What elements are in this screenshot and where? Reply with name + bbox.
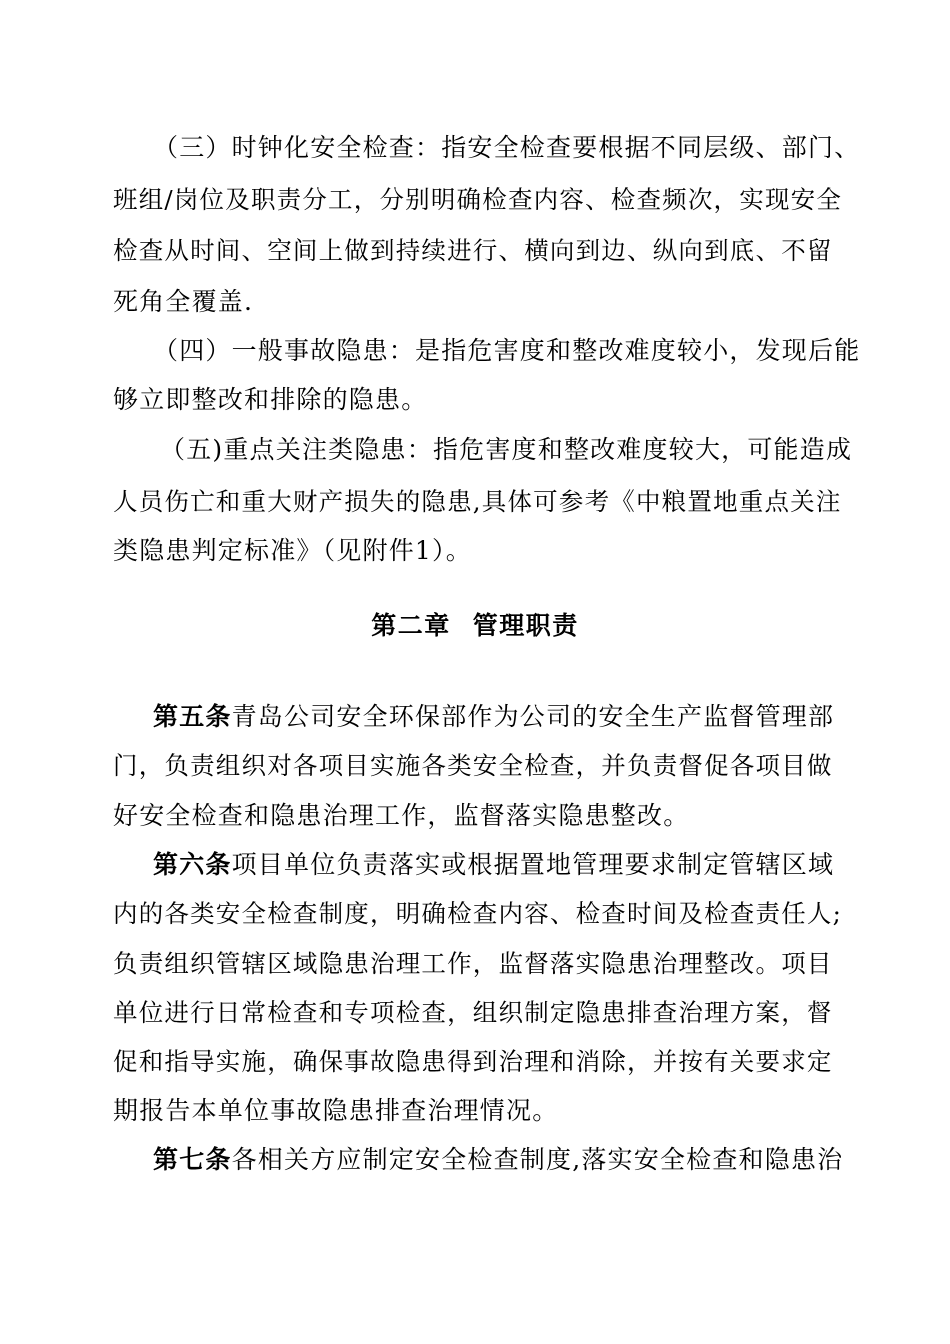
- article-6-text: 项目单位负责落实或根据置地管理要求制定管辖区域: [231, 850, 835, 879]
- para-5-line-1: （五)重点关注类隐患：指危害度和整改难度较大，可能造成: [160, 435, 853, 464]
- article-6-line-3: 负责组织管辖区域隐患治理工作，监督落实隐患治理整改。项目: [113, 949, 833, 978]
- para-3-line-3: 检查从时间、空间上做到持续进行、横向到边、纵向到底、不留: [113, 236, 833, 265]
- article-7-line-1: [153, 1140, 883, 1180]
- article-6-line-5: 促和指导实施，确保事故隐患得到治理和消除，并按有关要求定: [113, 1047, 833, 1076]
- article-5-line-2: 门，负责组织对各项目实施各类安全检查，并负责督促各项目做: [113, 751, 833, 780]
- article-7-text: 各相关方应制定安全检查制度,落实安全检查和隐患治: [231, 1145, 844, 1174]
- article-6-line-6: 期报告本单位事故隐患排查治理情况。: [113, 1096, 559, 1125]
- article-5-label: 第五条: [153, 702, 232, 731]
- article-7-label: 第七条: [153, 1145, 232, 1174]
- para-3-line-2: 班组/岗位及职责分工，分别明确检查内容、检查频次，实现安全: [113, 185, 843, 214]
- chapter-number: 第二章: [371, 611, 451, 640]
- para-3-line-1: （三）时钟化安全检查：指安全检查要根据不同层级、部门、: [153, 133, 861, 162]
- article-6-label: 第六条: [153, 850, 232, 879]
- article-6-line-1: [153, 845, 883, 885]
- chapter-title: 管理职责: [472, 611, 579, 640]
- para-5-line-3: 类隐患判定标准》（见附件1）。: [113, 536, 472, 565]
- article-6-line-2: 内的各类安全检查制度，明确检查内容、检查时间及检查责任人;: [113, 899, 843, 928]
- article-6-line-4: 单位进行日常检查和专项检查，组织制定隐患排查治理方案，督: [113, 998, 833, 1027]
- para-5-line-2: 人员伤亡和重大财产损失的隐患,具体可参考《中粮置地重点关注: [113, 487, 842, 516]
- para-4-line-1: （四）一般事故隐患：是指危害度和整改难度较小，发现后能: [153, 336, 861, 365]
- para-4-line-2: 够立即整改和排除的隐患。: [113, 385, 428, 414]
- para-3-line-4: 死角全覆盖.: [113, 287, 254, 316]
- article-5-text: 青岛公司安全环保部作为公司的安全生产监督管理部: [231, 702, 835, 731]
- article-5-line-3: 好安全检查和隐患治理工作，监督落实隐患整改。: [113, 801, 690, 830]
- article-5-line-1: [153, 697, 883, 737]
- chapter-heading: [0, 606, 950, 646]
